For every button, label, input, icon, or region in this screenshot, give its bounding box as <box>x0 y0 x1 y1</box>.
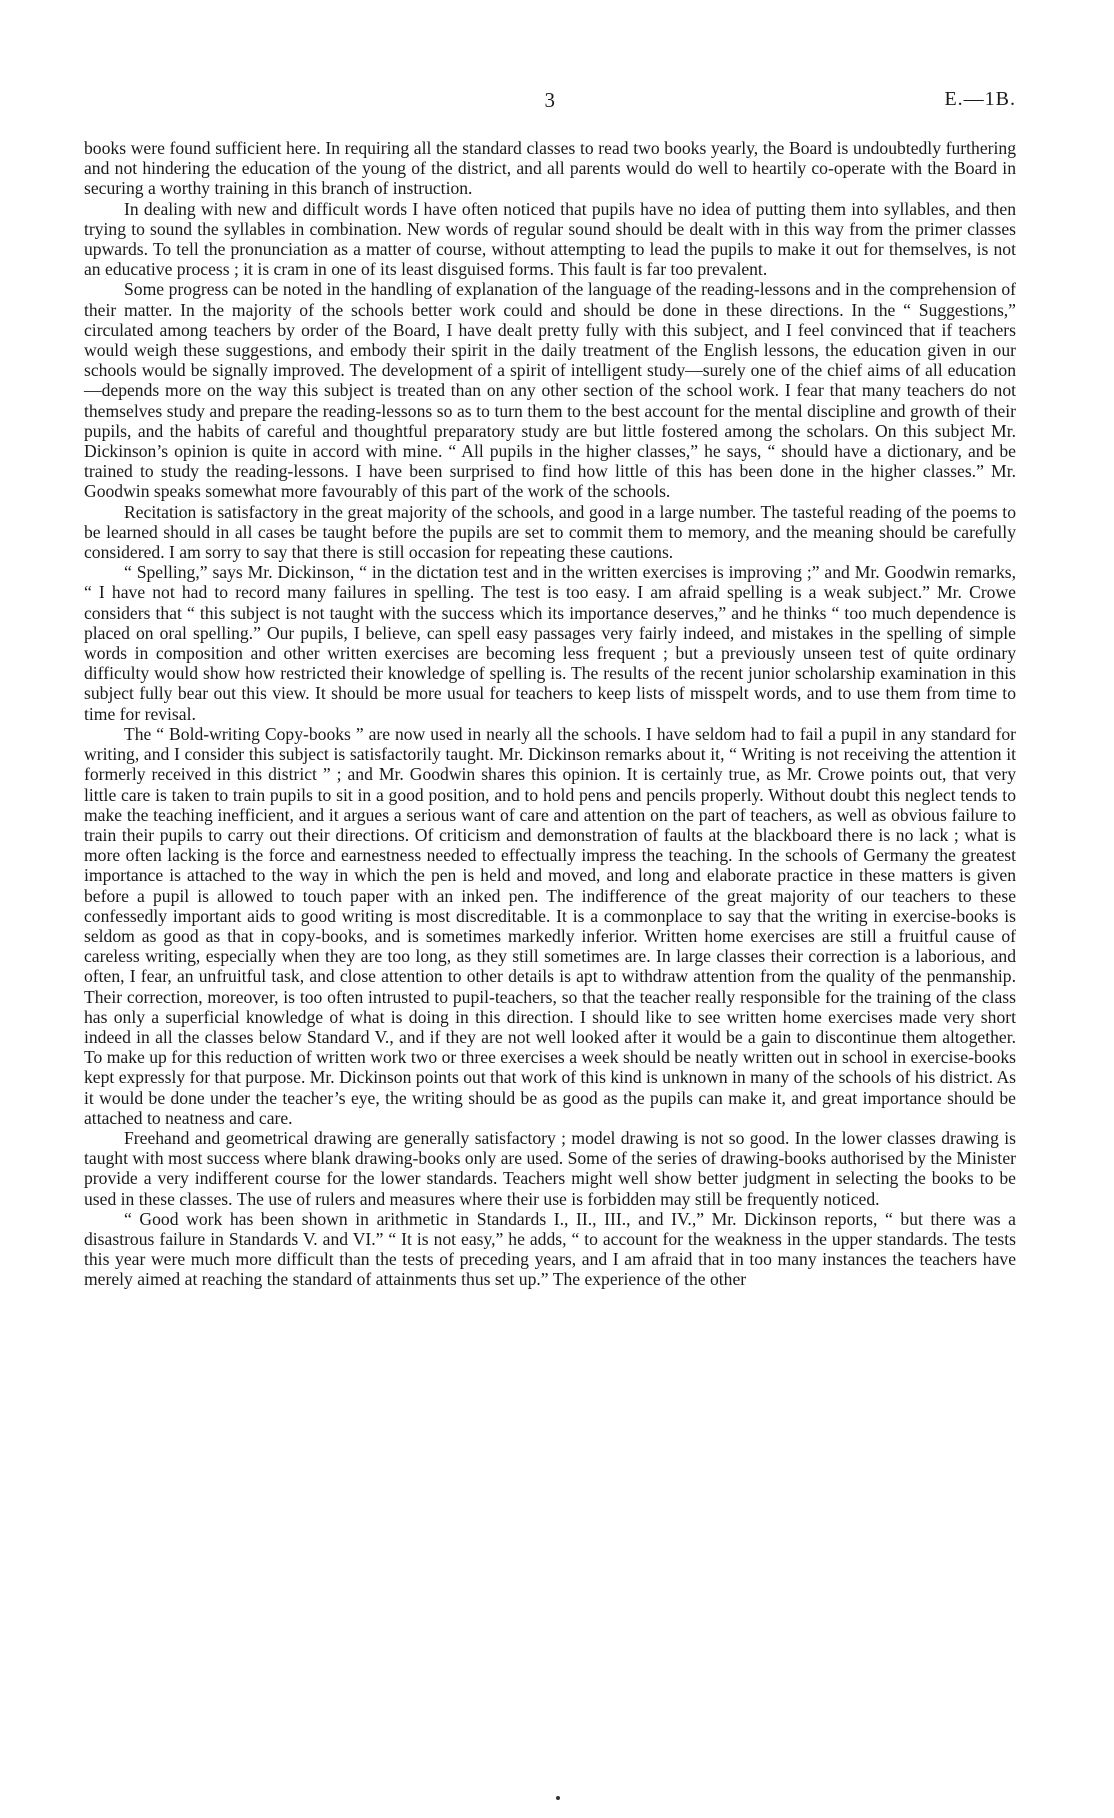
body-text <box>84 138 1016 1290</box>
paragraph: books were found sufficient here. In requiring all the standard classes to read two books yearly, the Board is undoubtedly furthering and not hindering the education of the young of the district, and all parents would do well to heartily co-operate with the Board in securing a worthy training in this branch of instruction. <box>84 138 1016 199</box>
paragraph: Freehand and geometrical drawing are generally satisfactory ; model drawing is not so good. In the lower classes drawing is taught with most success where blank drawing-books only are used. Some of the series of drawing-books authorised by the Minister provide a very indifferent course for the lower standards. Teachers might well show better judgment in selecting the books to be used in these classes. The use of rulers and measures where their use is forbidden may still be frequently noticed. <box>84 1127 1016 1209</box>
page-number: 3 <box>544 88 556 112</box>
paragraph: The “ Bold-writing Copy-books ” are now used in nearly all the schools. I have seldom had to fail a pupil in any standard for writing, and I consider this subject is satisfactorily taught. Mr. Dickinson remarks about it, “ Writing is not receiving the attention it formerly received in this district ” ; and Mr. Goodwin shares this opinion. It is certainly true, as Mr. Crowe points out, that very little care is taken to train pupils to sit in a good position, and to hold pens and pencils properly. Without doubt this neglect tends to make the teaching inefficient, and it argues a serious want of care and attention on the part of teachers, as well as obvious failure to train their pupils to carry out their directions. Of criticism and demonstration of faults at the blackboard there is no lack ; what is more often lacking is the force and earnestness needed to effectually impress the teaching. In the schools of Germany the greatest importance is attached to the way in which the pen is held and moved, and long and elaborate practice in these matters is given before a pupil is allowed to touch paper with an inked pen. The indifference of the great majority of our teachers to these confessedly important aids to good writing is most discreditable. It is a commonplace to say that the writing in exercise-books is seldom as good as that in copy-books, and is sometimes markedly inferior. Written home exercises are still a fruitful cause of careless writing, especially when they are too long, as they still sometimes are. In large classes their correction is a laborious, and often, I fear, an unfruitful task, and close attention to other details is apt to withdraw attention from the quality of the penmanship. Their correction, moreover, is too often intrusted to pupil-teachers, so that the teacher really responsible for the training of the class has only a superficial knowledge of what is doing in this direction. I should like to see written home exercises made very short indeed in all the classes below Standard V., and if they are not well looked after it would be a gain to discontinue them altogether. To make up for this reduction of written work two or three exercises a week should be neatly written out in school in exercise-books kept expressly for that purpose. Mr. Dickinson points out that work of this kind is unknown in many of the schools of his district. As it would be done under the teacher’s eye, the writing should be as good as the pupils can make it, and great importance should be attached to neatness and care. <box>84 723 1016 1128</box>
footer-dot-mark <box>556 1796 560 1800</box>
paragraph: Some progress can be noted in the handling of explanation of the language of the reading-lessons and in the comprehension of their matter. In the majority of the schools better work could and should be done in these directions. In the “ Suggestions,” circulated among teachers by order of the Board, I have dealt pretty fully with this subject, and I feel convinced that if teachers would weigh these suggestions, and embody their spirit in the daily treatment of the English lessons, the education given in our schools would be signally improved. The development of a spirit of intelligent study—surely one of the chief aims of all education—depends more on the way this subject is treated than on any other section of the school work. I fear that many teachers do not themselves study and prepare the reading-lessons so as to turn them to the best account for the mental discipline and growth of their pupils, and the habits of careful and thoughtful preparatory study are but little fostered among the scholars. On this subject Mr. Dickinson’s opinion is quite in accord with mine. “ All pupils in the higher classes,” he says, “ should have a dictionary, and be trained to study the reading-lessons. I have been surprised to find how little of this has been done in the higher classes.” Mr. Goodwin speaks somewhat more favourably of this part of the work of the schools. <box>84 279 1016 502</box>
paragraph: Recitation is satisfactory in the great majority of the schools, and good in a large number. The tasteful reading of the poems to be learned should in all cases be taught before the pupils are set to commit them to memory, and the meaning should be carefully considered. I am sorry to say that there is still occasion for repeating these cautions. <box>84 501 1016 563</box>
paragraph: In dealing with new and difficult words I have often noticed that pupils have no idea of putting them into syllables, and then trying to sound the syllables in combination. New words of regular sound should be dealt with in this way from the primer classes upwards. To tell the pronunciation as a matter of course, without attempting to lead the pupils to make it out for themselves, is not an educative process ; it is cram in one of its least disguised forms. This fault is far too prevalent. <box>84 198 1016 280</box>
page-header <box>84 88 1016 118</box>
paragraph: “ Good work has been shown in arithmetic in Standards I., II., III., and IV.,” Mr. Dickinson reports, “ but there was a disastrous failure in Standards V. and VI.” “ It is not easy,” he adds, “ to account for the weakness in the upper standards. The tests this year were much more difficult than the tests of preceding years, and I am afraid that in too many instances the teachers have merely aimed at reaching the standard of attainments thus set up.” The experience of the other <box>84 1208 1016 1290</box>
paragraph: “ Spelling,” says Mr. Dickinson, “ in the dictation test and in the written exercises is improving ;” and Mr. Goodwin remarks, “ I have not had to record many failures in spelling. The test is too easy. I am afraid spelling is a weak subject.” Mr. Crowe considers that “ this subject is not taught with the success which its importance deserves,” and he thinks “ too much dependence is placed on oral spelling.” Our pupils, I believe, can spell easy passages very fairly indeed, and mistakes in the spelling of simple words in composition and other written exercises are becoming less frequent ; but a previously unseen test of quite ordinary difficulty would show how restricted their knowledge of spelling is. The results of the recent junior scholarship examination in this subject fully bear out this view. It should be more usual for teachers to keep lists of misspelt words, and to use them from time to time for revisal. <box>84 562 1016 724</box>
document-reference: E.—1B. <box>944 88 1016 110</box>
